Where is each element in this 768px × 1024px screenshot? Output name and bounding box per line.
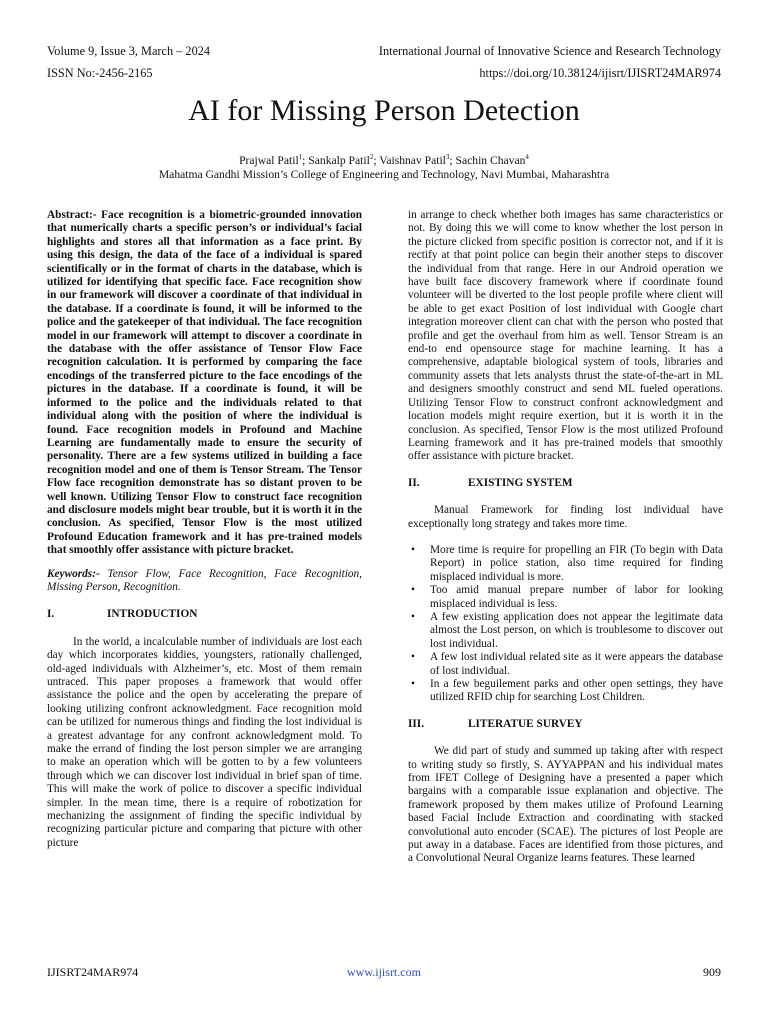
author-list [0, 154, 768, 168]
introduction-continued: in arrange to check whether both images has same characteristics or not. By doing this we will come to know whether the lost person in the picture clicked from specific position is corrector not, and if it is rectify at that point police can begin their another steps to discover the individual from that range. Here in our Android operation we have built face discovery framework where if coordinate found volunteer will be diverted to the lost people profile where client will be able to get exact Position of lost individual with Google chart integration moreover client can chat with the person who posted that profile and get the overhaul from him as well. Tensor Stream is an end-to end opensource stage for machine learning. It has a comprehensive, adaptable biological system of tools, libraries and community assets that lets analysts thrust the state-of-the-art in ML and designers smoothly construct and send ML fueled operations. Utilizing Tensor Flow to construct confront acknowledgment and location models might require exertion, but it is worth it in the conclusion. As specified, Tensor Flow is the most utilized Profound Learning framework and it has pre-trained models that smoothly offer assistance with picture bracket. [408, 209, 723, 463]
author-3: Vaishnav Patil$^3$; [379, 153, 456, 167]
section-heading-literature-survey: III. LITERATUE SURVEY [408, 717, 583, 730]
footer-paper-id: IJISRT24MAR974 [47, 965, 139, 979]
abstract: Abstract:- Face recognition is a biometric-grounded innovation that numerically charts a specific person’s or individual’s facial highlights and stores all that information as a face print. By using this design, the data of the face of a individual is spared scientifically or in the format of charts in the database, which is utilized for identifying that specific face. Face recognition show in our framework will discover a coordinate of that individual in the database. If a coordinate is found, it will be informed to the police and the gatekeeper of that individual. The face recognition model in our framework will attempt to discover a coordinate in the database with the offer assistance of Tensor Flow Face recognition calculation. It is performed by comparing the face encodings of the transferred picture to the face encodings of the pictures in the database. If a coordinate is found, it will be informed to the police and the individuals related to that individual along with the position of where the individual is found. Face recognition models in Profound and Machine Learning are fundamentally made to ensure the security of personality. There are a few systems utilized in building a face recognition model and one of them is Tensor Stream. The Tensor Flow face recognition demonstrate has so distant proven to be well known. Utilizing Tensor Flow to construct face recognition and disclosure models might bear trouble, but it is worth it in the conclusion. As specified, Tensor Flow is the most utilized Profound Education framework and it has pre-trained models that smoothly offer assistance with picture bracket. [47, 209, 362, 557]
author-1: Prajwal Patil$^1$; [239, 153, 309, 167]
list-item: • More time is require for propelling an FIR (To begin with Data Report) in police station, also time required for finding misplaced individual is more. [408, 544, 723, 584]
footer-page-number: 909 [703, 965, 721, 979]
header-volume: Volume 9, Issue 3, March – 2024 [47, 44, 211, 58]
keywords-label: Keywords:- [47, 567, 100, 580]
section-heading-existing-system: II. EXISTING SYSTEM [408, 476, 573, 489]
paper-title: AI for Missing Person Detection [188, 94, 580, 127]
literature-survey-text: We did part of study and summed up taking after with respect to writing study so firstly, S. AYYAPPAN and his individual mates from IFET College of Designing have a presented a paper which bargains with a comparable issue explanation and objective. The framework proposed by them makes utilize of Profound Learning based Facial Include Extraction and coordinating with stacked convolutional auto encoder (SCAE). The pictures of lost People are put away in a database. Faces are identified from those pictures, and a Convolutional Neural Organize learns features. These learned [408, 745, 723, 865]
introduction-text: In the world, a incalculable number of individuals are lost each day which incorporates kiddies, youngsters, rationally challenged, old-aged individuals with Alzheimer’s, etc. Most of them remain untraced. This paper proposes a framework that would offer assistance the police and the open by accelerating the prepare of looking utilizing confront acknowledgment. Face recognition mold can be utilized for numerous things and finding the lost individual is a greatest advantage for any confront acknowledgment mold. To make the errand of finding the lost person simpler we are arranging to make an operation which will be gotten to by a few volunteers through which we can discover lost individual in brief span of time. This will make the work of police to discover a specific individual simpler. In the mean time, there is a require of robotization for mechanizing the assignment of finding the specific individual by recognizing particular picture and comparing that picture with other picture [47, 635, 362, 849]
list-item: • A few existing application does not appear the legitimate data almost the Lost person, on which is troublesome to discover out lost individual. [408, 611, 723, 651]
author-2: Sankalp Patil$^2$; [308, 153, 380, 167]
list-item: • A few lost individual related site as it were appears the database of lost individual. [408, 651, 723, 678]
left-column [47, 209, 362, 850]
keywords-text: Tensor Flow, Face Recognition, Face Recognition, Missing Person, Recognition. [47, 567, 362, 593]
section-heading-introduction: I. INTRODUCTION [47, 608, 198, 621]
existing-system-list [408, 544, 723, 705]
list-item: • Too amid manual prepare number of labor for looking misplaced individual is less. [408, 584, 723, 611]
keywords [47, 568, 362, 595]
affiliation: Mahatma Gandhi Mission’s College of Engineering and Technology, Navi Mumbai, Maharashtra [158, 168, 610, 181]
header-journal: International Journal of Innovative Science and Research Technology [378, 44, 721, 58]
right-column [408, 209, 723, 866]
header-doi: https://doi.org/10.38124/ijisrt/IJISRT24MAR974 [479, 66, 721, 80]
existing-system-text: Manual Framework for finding lost individual have exceptionally long strategy and takes more time. [408, 504, 723, 530]
list-item: • In a few beguilement parks and other open settings, they have utilized RFID chip for searching Lost Children. [408, 678, 723, 705]
author-4: Sachin Chavan$^4$ [455, 153, 529, 167]
footer-site-link[interactable]: www.ijisrt.com [347, 965, 421, 979]
header-issn: ISSN No:-2456-2165 [47, 66, 153, 80]
